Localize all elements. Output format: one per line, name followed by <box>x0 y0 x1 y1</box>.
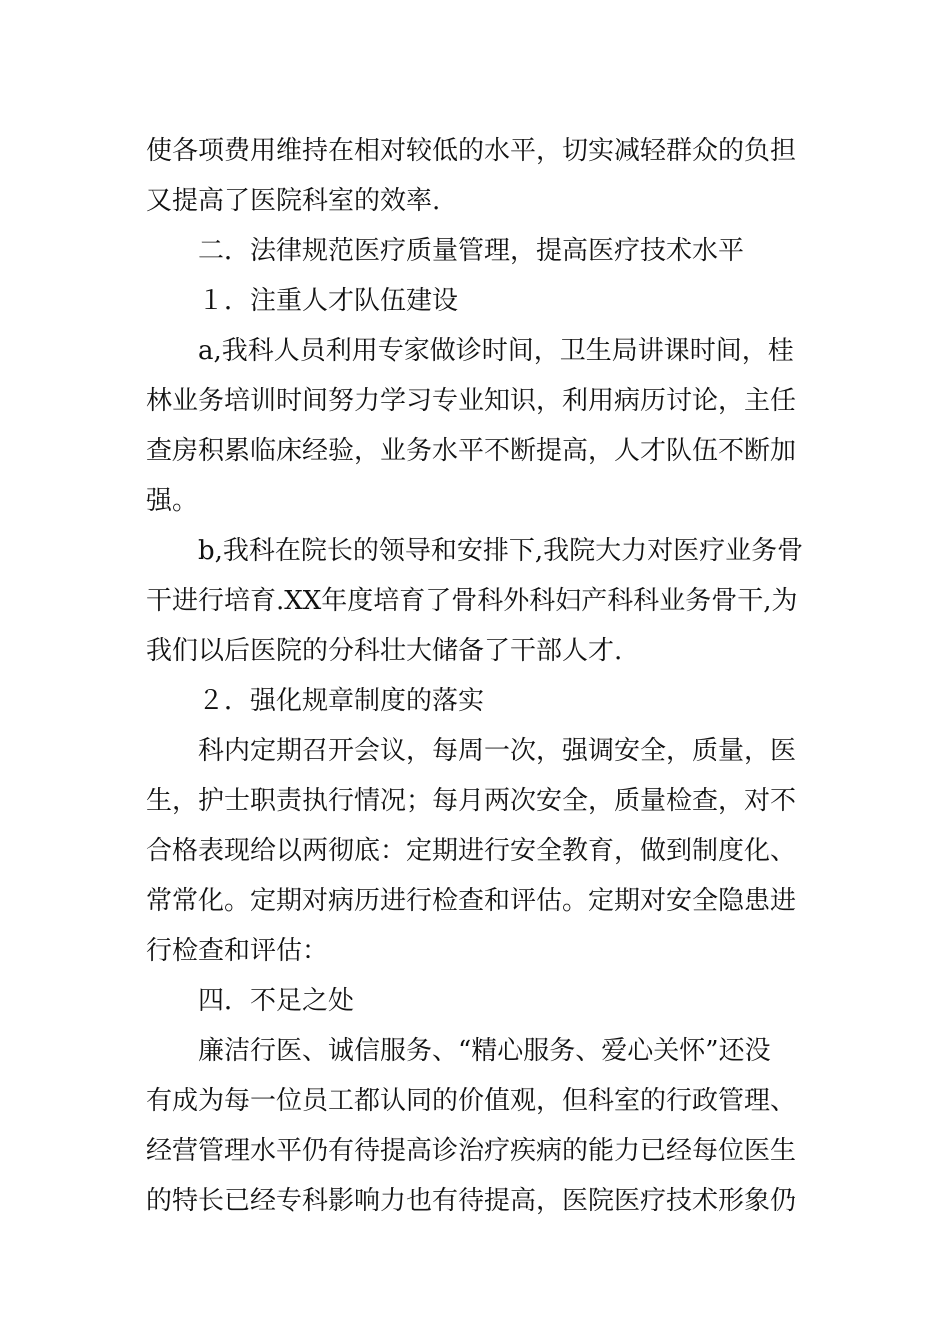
paragraph-line-c2: 生，护士职责执行情况；每月两次安全，质量检查，对不 <box>146 786 797 816</box>
paragraph-line-d4: 的特长已经专科影响力也有待提高，医院医疗技术形象仍 <box>146 1186 797 1216</box>
subsection-heading-2: ２．强化规章制度的落实 <box>198 686 485 716</box>
paragraph-line-d3: 经营管理水平仍有待提高诊治疗疾病的能力已经每位医生 <box>146 1136 797 1166</box>
paragraph-line-2: 又提高了医院科室的效率. <box>146 186 441 216</box>
paragraph-line-a3: 查房积累临床经验，业务水平不断提高，人才队伍不断加 <box>146 436 797 466</box>
paragraph-line-a1: a,我科人员利用专家做诊时间，卫生局讲课时间，桂 <box>198 336 794 366</box>
subsection-heading-1: １．注重人才队伍建设 <box>198 286 459 316</box>
paragraph-line-a2: 林业务培训时间努力学习专业知识，利用病历讨论，主任 <box>146 386 797 416</box>
section-heading-4: 四．不足之处 <box>198 986 355 1016</box>
paragraph-line-b3: 我们以后医院的分科壮大储备了干部人才. <box>146 636 623 666</box>
paragraph-line-d2: 有成为每一位员工都认同的价值观，但科室的行政管理、 <box>146 1086 797 1116</box>
paragraph-line-c5: 行检查和评估： <box>146 936 329 966</box>
paragraph-line-c4: 常常化。定期对病历进行检查和评估。定期对安全隐患进 <box>146 886 797 916</box>
paragraph-line-b2: 干进行培育.XX年度培育了骨科外科妇产科科业务骨干,为 <box>146 586 798 616</box>
section-heading-2: 二．法律规范医疗质量管理，提高医疗技术水平 <box>198 236 745 266</box>
paragraph-line-a4: 强。 <box>146 486 199 516</box>
paragraph-line-c3: 合格表现给以两彻底：定期进行安全教育，做到制度化、 <box>146 836 797 866</box>
paragraph-line-d1: 廉洁行医、诚信服务、“精心服务、爱心关怀”还没 <box>198 1036 771 1066</box>
paragraph-line-1: 使各项费用维持在相对较低的水平，切实减轻群众的负担 <box>146 136 797 166</box>
paragraph-line-b1: b,我科在院长的领导和安排下,我院大力对医疗业务骨 <box>198 536 804 566</box>
paragraph-line-c1: 科内定期召开会议，每周一次，强调安全，质量，医 <box>198 736 797 766</box>
